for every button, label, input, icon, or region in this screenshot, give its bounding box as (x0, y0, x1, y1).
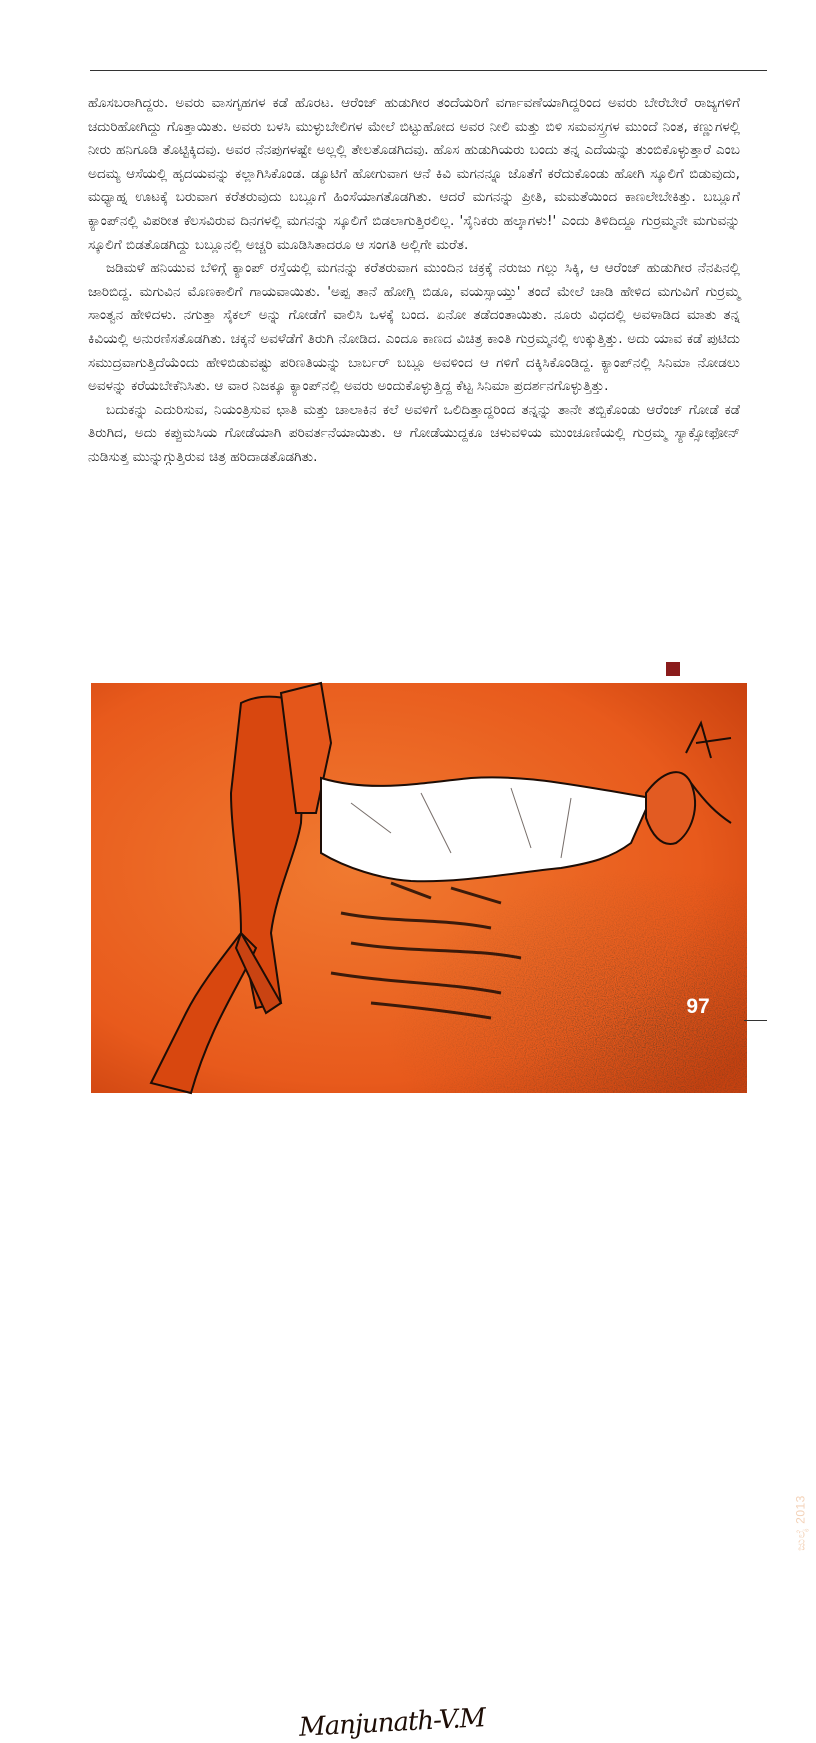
top-rule (90, 70, 767, 71)
page-number: 97 (686, 995, 710, 1018)
artist-signature: Manjunath-V.M (298, 1703, 486, 1743)
issue-date-label: ಜುಲೈ 2013 (793, 1495, 808, 1551)
article-body (88, 92, 740, 470)
paragraph-3: ಬದುಕನ್ನು ಎದುರಿಸುವ, ನಿಯಂತ್ರಿಸುವ ಛಾತಿ ಮತ್ತು ಚಾಲಾಕಿನ ಕಲೆ ಅವಳಿಗೆ ಒಲಿದಿತ್ತಾದ್ದರಿಂದ ತನ್ನನ್ನು ತಾನೇ ತಬ್ಬಿಕೊಂಡು ಆರೆಂಜ್ ಗೋಡೆ ಕಡೆ ತಿರುಗಿದ, ಅದು ಕಪ್ಪುಮಸಿಯ ಗೋಡೆಯಾಗಿ ಪರಿವರ್ತನೆಯಾಯಿತು. ಆ ಗೋಡೆಯುದ್ದಕೂ ಚಳುವಳಿಯ ಮುಂಚೂಣಿಯಲ್ಲಿ ಗುರ್ರಮ್ಮ ಸ್ಯಾಕ್ಸೋಫೋನ್ ನುಡಿಸುತ್ತ ಮುನ್ನುಗ್ಗುತ್ತಿರುವ ಚಿತ್ರ ಹರಿದಾಡತೊಡಗಿತು. (88, 401, 740, 465)
article-end-mark (666, 662, 680, 676)
issue-date (786, 1443, 816, 1603)
paragraph-2: ಜಡಿಮಳೆ ಹನಿಯುವ ಬೆಳಿಗ್ಗೆ ಕ್ಯಾಂಪ್ ರಸ್ತೆಯಲ್ಲಿ ಮಗನನ್ನು ಕರೆತರುವಾಗ ಮುಂದಿನ ಚಕ್ರಕ್ಕೆ ನರುಜು ಗಲ್ಲು ಸಿಕ್ಕಿ, ಆ ಆರೆಂಜ್ ಹುಡುಗೀರ ನೆನಪಿನಲ್ಲಿ ಜಾರಿಬಿದ್ದ. ಮಗುವಿನ ಮೊಣಕಾಲಿಗೆ ಗಾಯವಾಯಿತು. 'ಅಪ್ಪ ತಾನೆ ಹೋಗ್ಲಿ ಬಿಡೂ, ವಯಸ್ಸಾಯ್ತು' ತಂದೆ ಮೇಲೆ ಚಾಡಿ ಹೇಳಿದ ಮಗುವಿಗೆ ಗುರ್ರಮ್ಮ ಸಾಂತ್ವನ ಹೇಳಿದಳು. ನಗುತ್ತಾ ಸೈಕಲ್ ಅನ್ನು ಗೋಡೆಗೆ ವಾಲಿಸಿ ಒಳಕ್ಕೆ ಬಂದ. ಏನೋ ತಡೆದಂತಾಯಿತು. ನೂರು ವಿಧದಲ್ಲಿ ಅವಳಾಡಿದ ಮಾತು ತನ್ನ ಕಿವಿಯಲ್ಲಿ ಅನುರಣಿಸತೊಡಗಿತು. ಚಕ್ಕನೆ ಅವಳೆಡೆಗೆ ತಿರುಗಿ ನೋಡಿದ. ಎಂದೂ ಕಾಣದ ವಿಚಿತ್ರ ಕಾಂತಿ ಗುರ್ರಮ್ಮನಲ್ಲಿ ಉಕ್ಕುತ್ತಿತ್ತು. ಅದು ಯಾವ ಕಡೆ ಪುಟಿದು ಸಮುದ್ರವಾಗುತ್ತಿದೆಯೆಂದು ಹೇಳಿಬಿಡುವಷ್ಟು ಪರಿಣತಿಯನ್ನು ಬಾರ್ಬರ್ ಬಬ್ಲೂ ಅವಳಿಂದ ಆ ಗಳಿಗೆ ದಕ್ಕಿಸಿಕೊಂಡಿದ್ದ. ಕ್ಯಾಂಪ್‌ನಲ್ಲಿ ಸಿನಿಮಾ ನೋಡಲು ಅವಳನ್ನು ಕರೆಯಬೇಕೆನಿಸಿತು. ಆ ವಾರ ನಿಜಕ್ಕೂ ಕ್ಯಾಂಪ್‌ನಲ್ಲಿ ಅವರು ಅಂದುಕೊಳ್ಳುತ್ತಿದ್ದ ಕೆಟ್ಟ ಸಿನಿಮಾ ಪ್ರದರ್ಶನಗೊಳ್ಳುತ್ತಿತ್ತು. (88, 260, 740, 395)
illustration-artwork (91, 683, 747, 1093)
paragraph-1: ಹೊಸಬರಾಗಿದ್ದರು. ಅವರು ವಾಸಗೃಹಗಳ ಕಡೆ ಹೊರಟ. ಆರೆಂಜ್ ಹುಡುಗೀರ ತಂದೆಯರಿಗೆ ವರ್ಗಾವಣೆಯಾಗಿದ್ದರಿಂದ ಅವರು ಬೇರೆಬೇರೆ ರಾಜ್ಯಗಳಿಗೆ ಚದುರಿಹೋಗಿದ್ದು ಗೊತ್ತಾಯಿತು. ಅವರು ಬಳಸಿ ಮುಳ್ಳುಬೇಲಿಗಳ ಮೇಲೆ ಬಿಟ್ಟುಹೋದ ಅವರ ನೀಲಿ ಮತ್ತು ಬಿಳಿ ಸಮವಸ್ತ್ರಗಳ ಮುಂದೆ ನಿಂತ, ಕಣ್ಣುಗಳಲ್ಲಿ ನೀರು ಹನಿಗೂಡಿ ತೊಟ್ಟಿಕ್ಕಿದವು. ಅವರ ನೆನಪುಗಳಷ್ಟೇ ಅಲ್ಲಲ್ಲಿ ತೇಲತೊಡಗಿದವು. ಹೊಸ ಹುಡುಗಿಯರು ಬಂದು ತನ್ನ ಎದೆಯನ್ನು ತುಂಬಿಕೊಳ್ಳುತ್ತಾರೆ ಎಂಬ ಅದಮ್ಯ ಆಸೆಯಲ್ಲಿ ಹೃದಯವನ್ನು ಕಲ್ಲಾಗಿಸಿಕೊಂಡ. ಡ್ಯೂಟಿಗೆ ಹೋಗುವಾಗ ಆನೆ ಕಿವಿ ಮಗನನ್ನೂ ಜೊತೆಗೆ ಕರೆದುಕೊಂಡು ಹೋಗಿ ಸ್ಕೂಲಿಗೆ ಬಿಡುವುದು, ಮಧ್ಯಾಹ್ನ ಊಟಕ್ಕೆ ಬರುವಾಗ ಕರೆತರುವುದು ಬಬ್ಲೂಗೆ ಹಿಂಸೆಯಾಗತೊಡಗಿತು. ಆದರೆ ಮಗನನ್ನು ಪ್ರೀತಿ, ಮಮತೆಯಿಂದ ಕಾಣಲೇಬೇಕಿತ್ತು. ಬಬ್ಲೂಗೆ ಕ್ಯಾಂಪ್‌ನಲ್ಲಿ ವಿಪರೀತ ಕೆಲಸವಿರುವ ದಿನಗಳಲ್ಲಿ ಮಗನನ್ನು ಸ್ಕೂಲಿಗೆ ಬಿಡಲಾಗುತ್ತಿರಲಿಲ್ಲ. 'ಸೈನಿಕರು ಹಲ್ಕಾಗಳು!' ಎಂದು ತಿಳಿದಿದ್ದೂ ಗುರ್ರಮ್ಮನೇ ಮಗುವನ್ನು ಸ್ಕೂಲಿಗೆ ಬಿಡತೊಡಗಿದ್ದು ಬಬ್ಲೂನಲ್ಲಿ ಅಚ್ಚರಿ ಮೂಡಿಸಿತಾದರೂ ಆ ಸಂಗತಿ ಅಲ್ಲಿಗೇ ಮರೆತ. (88, 95, 740, 253)
side-rule (744, 1020, 767, 1021)
illustration (91, 683, 808, 1743)
